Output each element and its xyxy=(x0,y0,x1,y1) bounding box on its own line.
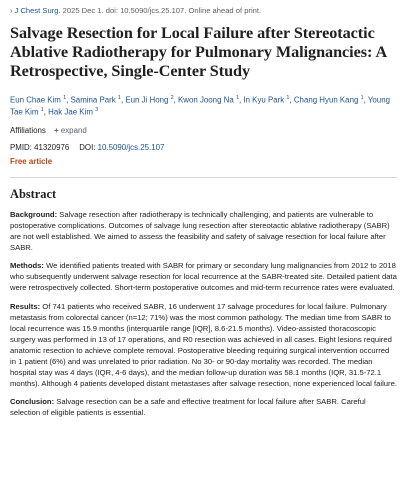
affiliations-label: Affiliations xyxy=(10,125,46,135)
author-separator: , xyxy=(363,95,368,105)
journal-link[interactable]: J Chest Surg. xyxy=(14,6,61,15)
author-separator: , xyxy=(289,95,294,105)
abstract-background xyxy=(10,210,397,254)
section-text: Of 741 patients who received SABR, 16 underwent 17 salvage procedures for local failure. Pulmonary metastasis from colorectal cancer (n=12; 71%) was the most common pathology. The median time from SABR to local recurrence was 15.9 months (interquartile range [IQR], 8.6-21.5 months). Video-assisted thoracoscopic surgery was performed in 13 of 17 operations, and R0 resection was achieved in all cases. Eight lesions required anatomic resection to achieve complete removal. Postoperative bleeding requiring surgical intervention occurred in 1 patient (6%) and was unrelated to prior radiation. No 30- or 90-day mortality was recorded. The median hospital stay was 4 days (IQR, 4-6 days), and the median follow-up duration was 58.1 months (IQR, 31.5-72.1 months). Although 4 patients developed distant metastases after salvage resection, none experienced local failure. xyxy=(10,302,397,388)
author-link[interactable]: Chang Hyun Kang xyxy=(293,95,359,105)
affiliation-number[interactable]: 2 xyxy=(170,94,174,101)
expand-label: expand xyxy=(60,125,87,135)
pmid-value: 41320976 xyxy=(34,142,70,152)
affiliation-number[interactable]: 1 xyxy=(286,94,290,101)
affiliations-row xyxy=(10,125,397,136)
doi-link[interactable]: 10.5090/jcs.25.107 xyxy=(97,142,165,152)
section-divider xyxy=(10,177,397,178)
affiliation-number[interactable]: 3 xyxy=(95,107,99,114)
article-identifiers xyxy=(10,142,397,153)
author-separator: , xyxy=(120,95,126,105)
section-text: Salvage resection can be a safe and effective treatment for local failure after SABR. Careful selection of eligible patients is essential. xyxy=(10,397,366,418)
affiliation-number[interactable]: 1 xyxy=(63,94,67,101)
chevron-right-icon: › xyxy=(10,6,13,15)
author-list xyxy=(10,93,397,118)
section-text: We identified patients treated with SABR for primary or secondary lung malignancies from 2012 to 2018 who subsequently underwent salvage resection for local recurrence at the SABR-treated site. Detailed patient data were retrospectively collected. Short-term postoperative outcomes and mid-term recurrence rates were evaluated. xyxy=(10,261,397,293)
abstract-methods xyxy=(10,261,397,294)
affiliations-expand-button[interactable] xyxy=(54,126,87,135)
section-text: Salvage resection after radiotherapy is technically challenging, and patients are vulnerable to postoperative complications. Outcomes of salvage lung resection after stereotactic ablative radiotherapy (SABR) are not well established. We aimed to assess the feasibility and safety of salvage resection for local failure after SABR. xyxy=(10,209,390,252)
affiliation-number[interactable]: 1 xyxy=(117,94,121,101)
author-separator: , xyxy=(173,95,179,105)
abstract-conclusion xyxy=(10,397,397,419)
citation-line xyxy=(10,6,397,16)
author-link[interactable]: Eun Ji Hong xyxy=(125,95,169,105)
article-title: Salvage Resection for Local Failure after Stereotactic Ablative Radiotherapy for Pulmonary Malignancies: A Retrospective, Single-Center Study xyxy=(10,24,387,81)
abstract-heading: Abstract xyxy=(10,186,57,201)
citation-details: 2025 Dec 1. doi: 10.5090/jcs.25.107. Online ahead of print. xyxy=(60,6,262,15)
section-lead: Results: xyxy=(10,302,41,312)
section-lead: Background: xyxy=(10,209,58,219)
abstract-results xyxy=(10,302,397,389)
affiliation-number[interactable]: 1 xyxy=(40,107,44,114)
plus-icon: + xyxy=(54,125,59,135)
author-link[interactable]: Samina Park xyxy=(70,95,116,105)
author-separator: , xyxy=(43,107,49,117)
pmid-label: PMID: xyxy=(10,142,32,152)
affiliation-number[interactable]: 1 xyxy=(235,94,240,101)
author-link[interactable]: Eun Chae Kim xyxy=(10,95,61,105)
author-link[interactable]: In Kyu Park xyxy=(243,95,285,105)
author-link[interactable]: Hak Jae Kim xyxy=(48,107,93,117)
section-lead: Conclusion: xyxy=(10,397,55,407)
author-separator: , xyxy=(66,95,71,105)
section-lead: Methods: xyxy=(10,261,44,271)
author-link[interactable]: Young Tae Kim xyxy=(10,95,390,117)
author-link[interactable]: Kwon Joong Na xyxy=(178,95,234,105)
affiliation-number[interactable]: 1 xyxy=(360,94,364,101)
free-article-badge[interactable]: Free article xyxy=(10,156,53,166)
author-separator: , xyxy=(239,95,244,105)
doi-label: DOI: xyxy=(79,142,96,152)
